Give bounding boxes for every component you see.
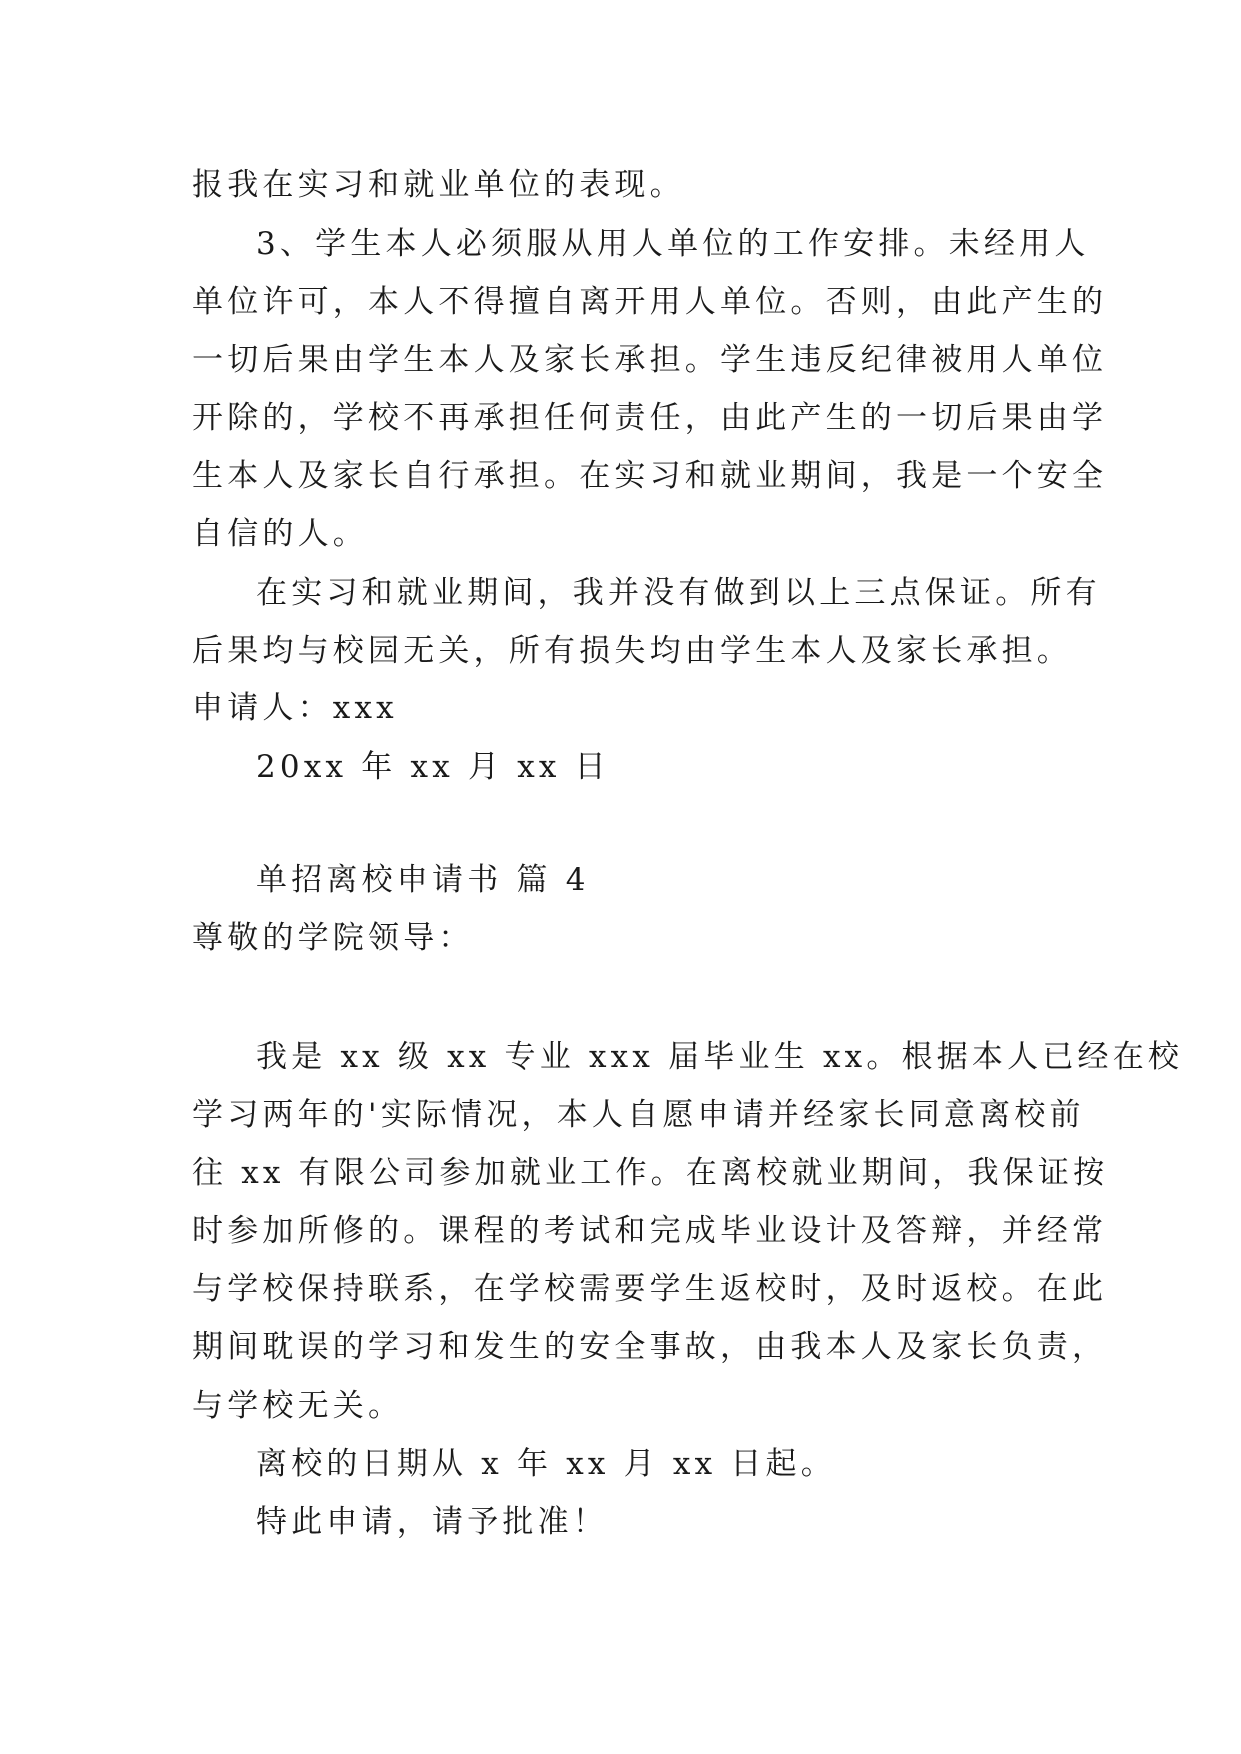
paragraph-line: 在实习和就业期间，我并没有做到以上三点保证。所有 bbox=[256, 575, 1101, 611]
paragraph-line: 生本人及家长自行承担。在实习和就业期间，我是一个安全 bbox=[192, 458, 1108, 494]
applicant-signature: 申请人：xxx bbox=[192, 690, 398, 726]
paragraph-line: 单位许可，本人不得擅自离开用人单位。否则，由此产生的 bbox=[192, 284, 1108, 320]
paragraph-line: 时参加所修的。课程的考试和完成毕业设计及答辩，并经常 bbox=[192, 1213, 1108, 1249]
paragraph-line: 学习两年的'实际情况，本人自愿申请并经家长同意离校前 bbox=[192, 1097, 1085, 1133]
closing-line: 特此申请，请予批准！ bbox=[256, 1504, 608, 1540]
paragraph-line: 后果均与校园无关，所有损失均由学生本人及家长承担。 bbox=[192, 633, 1072, 669]
paragraph-line: 离校的日期从 x 年 xx 月 xx 日起。 bbox=[256, 1446, 836, 1482]
date-line: 20xx 年 xx 月 xx 日 bbox=[256, 749, 610, 785]
paragraph-line: 往 xx 有限公司参加就业工作。在离校就业期间，我保证按 bbox=[192, 1155, 1109, 1191]
paragraph-line: 与学校保持联系，在学校需要学生返校时，及时返校。在此 bbox=[192, 1271, 1108, 1307]
paragraph-line: 期间耽误的学习和发生的安全事故，由我本人及家长负责， bbox=[192, 1329, 1108, 1365]
paragraph-line: 自信的人。 bbox=[192, 516, 368, 552]
paragraph-line: 与学校无关。 bbox=[192, 1388, 404, 1424]
paragraph-line: 开除的，学校不再承担任何责任，由此产生的一切后果由学 bbox=[192, 400, 1108, 436]
paragraph-line: 3、学生本人必须服从用人单位的工作安排。未经用人 bbox=[256, 226, 1090, 262]
paragraph-line: 报我在实习和就业单位的表现。 bbox=[192, 167, 685, 203]
paragraph-line: 一切后果由学生本人及家长承担。学生违反纪律被用人单位 bbox=[192, 342, 1108, 378]
salutation: 尊敬的学院领导： bbox=[192, 920, 474, 956]
paragraph-line: 我是 xx 级 xx 专业 xxx 届毕业生 xx。根据本人已经在校 bbox=[256, 1039, 1184, 1075]
section-heading: 单招离校申请书 篇 4 bbox=[256, 862, 590, 898]
